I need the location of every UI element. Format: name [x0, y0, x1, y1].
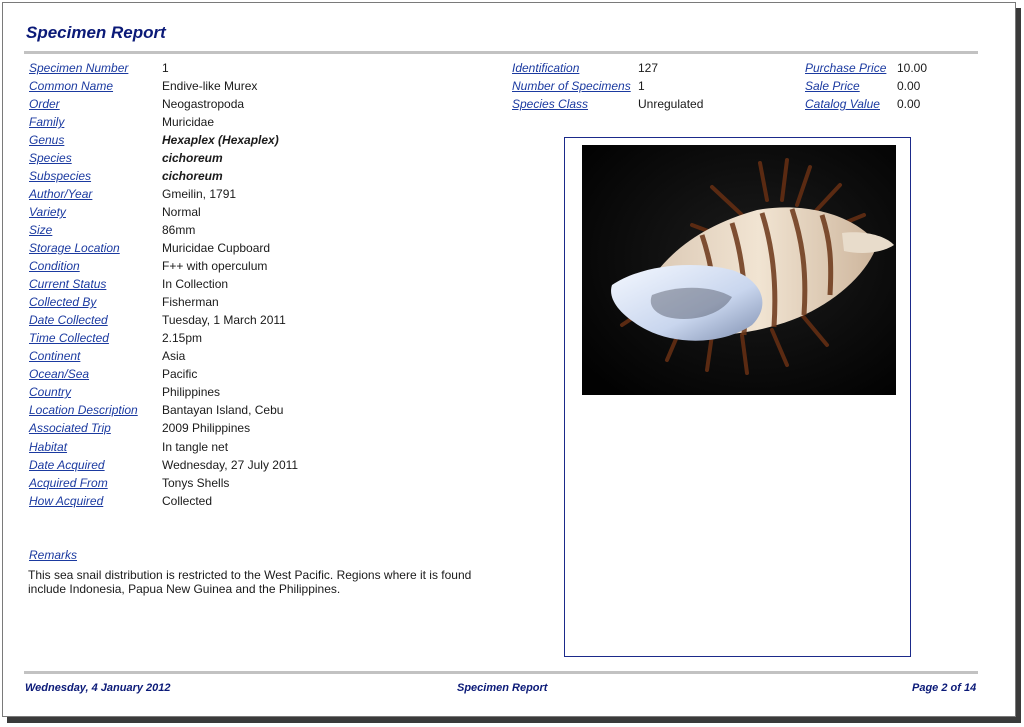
value-country: Philippines — [162, 385, 221, 399]
label-sale-price: Sale Price — [805, 79, 860, 93]
remarks-line-1: This sea snail distribution is restricted to the West Pacific. Regions where it is found — [28, 568, 472, 582]
value-common-name: Endive-like Murex — [162, 79, 258, 93]
label-how-acquired: How Acquired — [29, 494, 104, 508]
value-associated-trip: 2009 Philippines — [162, 421, 251, 435]
label-ocean-sea: Ocean/Sea — [29, 367, 90, 381]
label-current-status: Current Status — [29, 277, 107, 291]
value-current-status: In Collection — [162, 277, 229, 291]
value-species-class: Unregulated — [638, 97, 704, 111]
value-subspecies: cichoreum — [162, 169, 223, 183]
value-family: Muricidae — [162, 115, 215, 129]
value-species: cichoreum — [162, 151, 223, 165]
value-location-description: Bantayan Island, Cebu — [162, 403, 284, 417]
report-title: Specimen Report — [26, 23, 166, 42]
label-variety: Variety — [29, 205, 66, 219]
value-ocean-sea: Pacific — [162, 367, 198, 381]
label-habitat: Habitat — [29, 440, 68, 454]
label-date-acquired: Date Acquired — [29, 458, 105, 472]
label-subspecies: Subspecies — [29, 169, 92, 183]
value-storage-location: Muricidae Cupboard — [162, 241, 271, 255]
value-continent: Asia — [162, 349, 186, 363]
label-purchase-price: Purchase Price — [805, 61, 887, 75]
value-purchase-price: 10.00 — [897, 61, 928, 75]
label-species-class: Species Class — [512, 97, 589, 111]
label-size: Size — [29, 223, 53, 237]
label-time-collected: Time Collected — [29, 331, 109, 345]
label-common-name: Common Name — [29, 79, 114, 93]
value-acquired-from: Tonys Shells — [162, 476, 230, 490]
label-number-of-specimens: Number of Specimens — [512, 79, 631, 93]
label-author-year: Author/Year — [29, 187, 93, 201]
label-catalog-value: Catalog Value — [805, 97, 880, 111]
label-family: Family — [29, 115, 65, 129]
specimen-photo — [582, 145, 896, 395]
value-date-collected: Tuesday, 1 March 2011 — [162, 313, 286, 327]
value-order: Neogastropoda — [162, 97, 245, 111]
murex-shell-image — [582, 145, 896, 395]
label-species: Species — [29, 151, 72, 165]
value-genus: Hexaplex (Hexaplex) — [162, 133, 279, 147]
label-associated-trip: Associated Trip — [29, 421, 111, 435]
value-collected-by: Fisherman — [162, 295, 219, 309]
label-collected-by: Collected By — [29, 295, 97, 309]
value-how-acquired: Collected — [162, 494, 213, 508]
footer-page-number: Page 2 of 14 — [912, 682, 977, 694]
value-time-collected: 2.15pm — [162, 331, 203, 345]
label-genus: Genus — [29, 133, 65, 147]
value-specimen-number: 1 — [162, 61, 169, 75]
value-size: 86mm — [162, 223, 196, 237]
label-remarks: Remarks — [29, 548, 78, 562]
value-condition: F++ with operculum — [162, 259, 268, 273]
header-divider — [24, 51, 978, 54]
value-identification: 127 — [638, 61, 659, 75]
label-date-collected: Date Collected — [29, 313, 108, 327]
value-number-of-specimens: 1 — [638, 79, 645, 93]
label-order: Order — [29, 97, 60, 111]
label-storage-location: Storage Location — [29, 241, 120, 255]
label-acquired-from: Acquired From — [29, 476, 108, 490]
value-habitat: In tangle net — [162, 440, 229, 454]
remarks-line-2: include Indonesia, Papua New Guinea and the Philippines. — [28, 582, 341, 596]
value-date-acquired: Wednesday, 27 July 2011 — [162, 458, 299, 472]
footer-divider — [24, 671, 978, 674]
value-variety: Normal — [162, 205, 201, 219]
remarks-text — [28, 568, 493, 596]
footer-title: Specimen Report — [457, 682, 548, 694]
label-identification: Identification — [512, 61, 580, 75]
label-continent: Continent — [29, 349, 81, 363]
value-catalog-value: 0.00 — [897, 97, 921, 111]
value-author-year: Gmeilin, 1791 — [162, 187, 237, 201]
label-country: Country — [29, 385, 72, 399]
label-condition: Condition — [29, 259, 80, 273]
label-location-description: Location Description — [29, 403, 138, 417]
label-specimen-number: Specimen Number — [29, 61, 129, 75]
footer-date: Wednesday, 4 January 2012 — [25, 682, 171, 694]
value-sale-price: 0.00 — [897, 79, 921, 93]
